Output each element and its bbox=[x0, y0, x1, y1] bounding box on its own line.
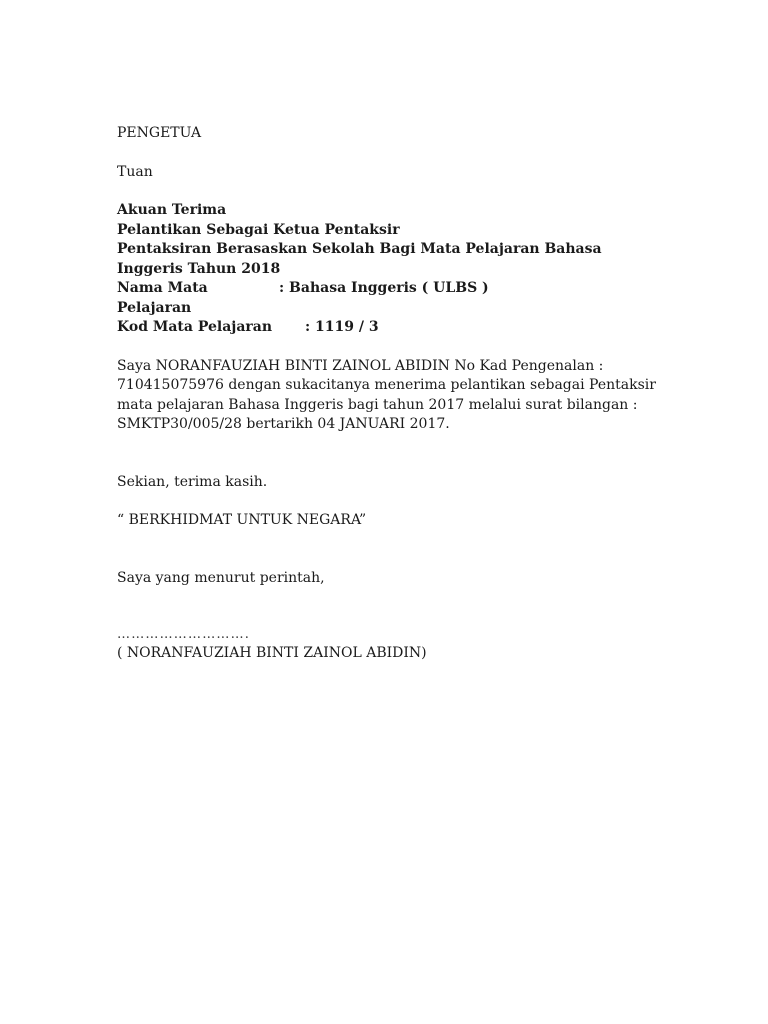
subject-name-label: Nama Mata Pelajaran bbox=[117, 280, 208, 316]
closing: Sekian, terima kasih. bbox=[117, 473, 268, 490]
salutation: Tuan bbox=[117, 163, 153, 180]
subject-line-2: Pelantikan Sebagai Ketua Pentaksir bbox=[117, 221, 400, 238]
body-paragraph: Saya NORANFAUZIAH BINTI ZAINOL ABIDIN No Kad Pengenalan : 710415075976 dengan sukacitanya menerima pelantikan sebagai Pentaksir mata pelajaran Bahasa Inggeris bagi tahun 2017 melalui surat bilangan : SMKTP30/005/28 bertarikh 04 JANUARI 2017. bbox=[117, 357, 656, 432]
subject-block bbox=[117, 201, 657, 338]
subject-line-3: Pentaksiran Berasaskan Sekolah Bagi Mata Pelajaran Bahasa Inggeris Tahun 2018 bbox=[117, 241, 602, 277]
subject-title: Akuan Terima bbox=[117, 202, 227, 218]
motto: “ BERKHIDMAT UNTUK NEGARA” bbox=[117, 512, 367, 528]
subject-code-row bbox=[117, 318, 657, 338]
subject-code-value: : 1119 / 3 bbox=[305, 319, 379, 335]
signoff: Saya yang menurut perintah, bbox=[117, 569, 325, 586]
subject-code-label: Kod Mata Pelajaran bbox=[117, 319, 273, 335]
subject-name-row bbox=[117, 279, 657, 318]
signature-line: ………………………. bbox=[117, 627, 251, 642]
subject-name-value: : Bahasa Inggeris ( ULBS ) bbox=[279, 280, 489, 296]
recipient: PENGETUA bbox=[117, 125, 202, 141]
signatory-name: ( NORANFAUZIAH BINTI ZAINOL ABIDIN) bbox=[117, 645, 427, 661]
letter-page bbox=[117, 124, 657, 664]
